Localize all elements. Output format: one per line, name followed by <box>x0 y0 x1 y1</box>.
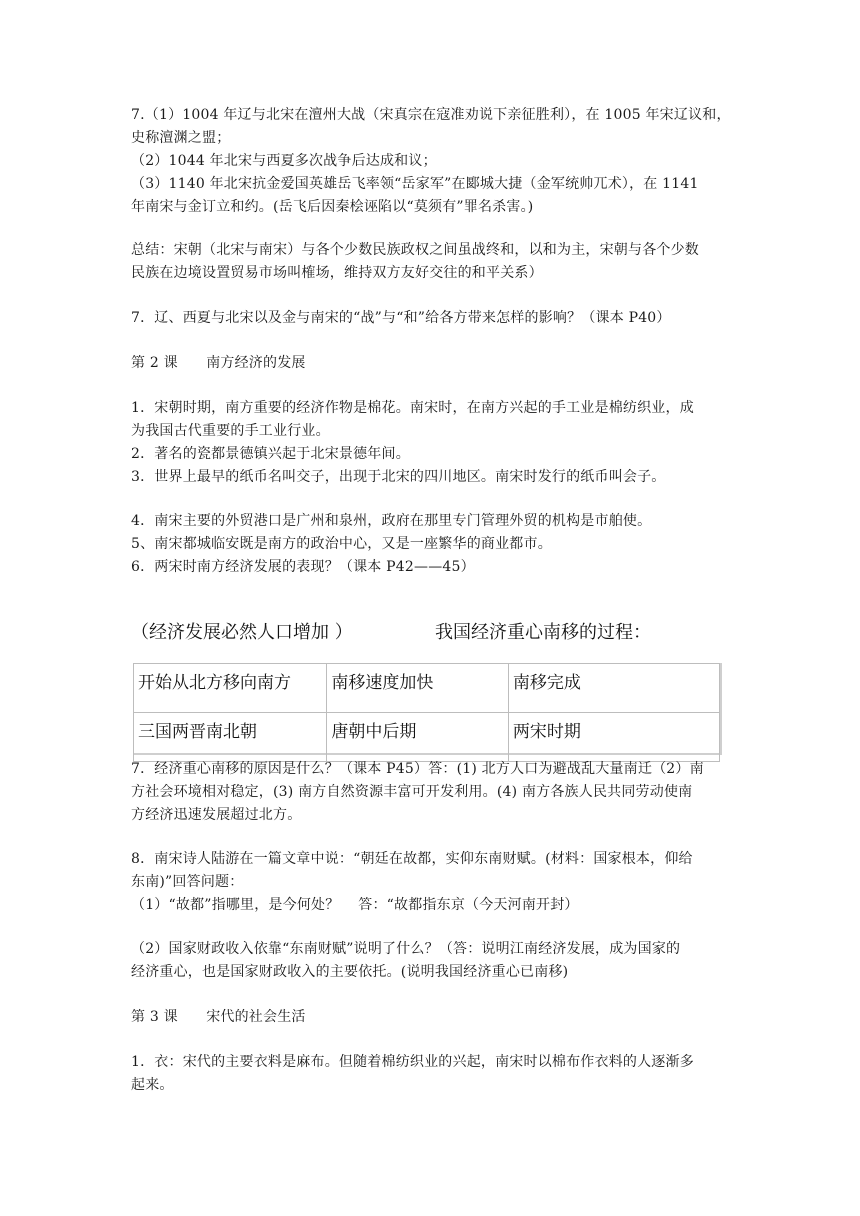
text-line: 6．两宋时南方经济发展的表现？（课本 P42——45） <box>131 559 475 575</box>
text-line: 为我国古代重要的手工业行业。 <box>131 423 330 439</box>
text-line: （2）国家财政收入依靠“东南财赋”说明了什么？（答：说明江南经济发展，成为国家的 <box>131 941 681 957</box>
summary-paragraph <box>131 239 731 285</box>
table-cell: 两宋时期 <box>508 713 719 762</box>
text-line: 总结：宋朝（北宋与南宋）与各个少数民族政权之间虽战终和，以和为主，宋朝与各个少数 <box>131 242 699 258</box>
lesson-2-title: 第 2 课 南方经济的发展 <box>131 355 306 371</box>
lesson-3-item-1 <box>131 1051 731 1097</box>
text-line: 3．世界上最早的纸币名叫交子，出现于北宋的四川地区。南宋时发行的纸币叫会子。 <box>131 469 666 485</box>
table-row <box>134 713 720 762</box>
text-line: 东南)”回答问题： <box>131 874 244 890</box>
population-note: （经济发展必然人口增加 ） <box>131 622 353 643</box>
text-line: 7.（1）1004 年辽与北宋在澶州大战（宋真宗在寇准劝说下亲征胜利），在 1005 年宋辽议和， <box>131 107 731 123</box>
table-cell: 开始从北方移向南方 <box>134 664 327 713</box>
text-line: 年南宋与金订立和约。(岳飞后因秦桧诬陷以“莫须有”罪名杀害。) <box>131 199 534 215</box>
text-line: （2）1044 年北宋与西夏多次战争后达成和议； <box>131 153 437 169</box>
text-line: 1．宋朝时期，南方重要的经济作物是棉花。南宋时，在南方兴起的手工业是棉纺织业，成 <box>131 400 694 416</box>
table-cell: 南移速度加快 <box>327 664 509 713</box>
text-line: 史称澶渊之盟； <box>131 130 231 146</box>
table-row <box>134 664 720 713</box>
table-cell: 南移完成 <box>508 664 719 713</box>
text-line: 方经济迅速发展超过北方。 <box>131 807 302 823</box>
text-line: 2．著名的瓷都景德镇兴起于北宋景德年间。 <box>131 446 410 462</box>
shift-reasons-paragraph <box>131 758 731 827</box>
lesson-2-items-b <box>131 510 731 579</box>
lu-you-question <box>131 848 731 917</box>
text-line: 起来。 <box>131 1077 174 1093</box>
song-wars-paragraph <box>131 104 731 219</box>
lesson-3-title: 第 3 课 宋代的社会生活 <box>131 1009 306 1025</box>
table-cell: 唐朝中后期 <box>327 713 509 762</box>
question-7: 7．辽、西夏与北宋以及金与南宋的“战”与“和”给各方带来怎样的影响？（课本 P40） <box>131 310 671 326</box>
shift-process-heading: 我国经济重心南移的过程： <box>435 622 651 643</box>
table-cell: 三国两晋南北朝 <box>134 713 327 762</box>
text-line: （1）“故都”指哪里，是今何处？ 答：“故都指东京（今天河南开封） <box>131 897 579 913</box>
text-line: 民族在边境设置贸易市场叫榷场，维持双方友好交往的和平关系） <box>131 265 543 281</box>
lesson-2-items-a <box>131 397 731 489</box>
text-line: 4．南宋主要的外贸港口是广州和泉州，政府在那里专门管理外贸的机构是市舶使。 <box>131 513 652 529</box>
text-line: 1．衣：宋代的主要衣料是麻布。但随着棉纺织业的兴起，南宋时以棉布作衣料的人逐渐多 <box>131 1054 694 1070</box>
text-line: （3）1140 年北宋抗金爱国英雄岳飞率领“岳家军”在郾城大捷（金军统帅兀术），在 1141 <box>131 176 699 192</box>
text-line: 5、南宋都城临安既是南方的政治中心，又是一座繁华的商业都市。 <box>131 536 552 552</box>
text-line: 经济重心，也是国家财政收入的主要依托。(说明我国经济重心已南移) <box>131 964 569 980</box>
text-line: 7．经济重心南移的原因是什么？（课本 P45）答：(1) 北方人口为避战乱大量南迁（2）南 <box>131 761 704 777</box>
text-line: 方社会环境相对稳定，(3) 南方自然资源丰富可开发利用。(4) 南方各族人民共同劳动使南 <box>131 784 693 800</box>
text-line: 8．南宋诗人陆游在一篇文章中说：“朝廷在故都，实仰东南财赋。(材料：国家根本，仰给 <box>131 851 693 867</box>
lu-you-question-part-2 <box>131 938 731 984</box>
economic-shift-table <box>133 663 720 762</box>
